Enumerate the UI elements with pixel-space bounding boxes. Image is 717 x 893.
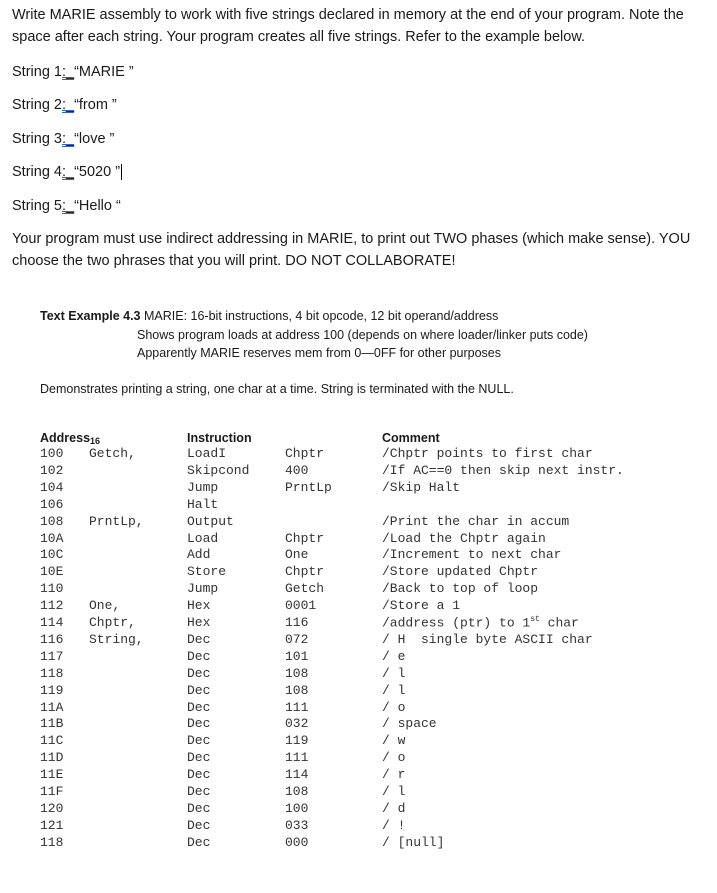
string-colon: :_	[61, 97, 75, 113]
example-note-2: Apparently MARIE reserves mem from 0—0FF for other purposes	[137, 346, 502, 360]
row-comment: / l	[382, 665, 406, 681]
row-comment: /Chptr points to first char	[382, 446, 593, 461]
string-value: “love ”	[74, 131, 115, 147]
string-label: String 2	[12, 97, 62, 113]
row-comment: /Store a 1	[382, 598, 461, 614]
row-operand: 101	[285, 648, 309, 664]
row-comment: / o	[382, 699, 406, 715]
row-comment: / e	[382, 648, 406, 664]
row-instruction: LoadI	[187, 446, 227, 461]
row-address: 116	[40, 631, 64, 647]
string-label: String 3	[12, 131, 62, 147]
row-address: 11A	[40, 699, 64, 715]
row-instruction: Dec	[187, 682, 211, 698]
row-instruction: Halt	[187, 496, 219, 512]
string-2-line	[12, 97, 117, 113]
row-address: 11C	[40, 733, 64, 749]
code-row	[0, 801, 717, 818]
row-operand: Chptr	[285, 564, 325, 580]
row-instruction: Dec	[187, 733, 211, 749]
row-instruction: Hex	[187, 598, 211, 614]
code-row	[0, 598, 717, 615]
string-label: String 1	[12, 64, 62, 80]
row-comment: / o	[382, 750, 406, 766]
row-comment: /Skip Halt	[382, 479, 461, 495]
row-operand: 108	[285, 682, 309, 698]
example-note-1: Shows program loads at address 100 (depends on where loader/linker puts code)	[137, 328, 588, 342]
string-value: “Hello “	[74, 198, 121, 214]
row-label: String,	[89, 631, 144, 647]
string-3-line	[12, 131, 114, 147]
row-comment: /If AC==0 then skip next instr.	[382, 462, 624, 478]
header-instruction: Instruction	[187, 431, 252, 445]
row-address: 117	[40, 648, 64, 664]
string-1-line	[12, 64, 134, 80]
example-title-bold: Text Example 4.3	[40, 309, 141, 323]
code-row	[0, 446, 717, 463]
row-address: 106	[40, 496, 64, 512]
row-comment: / w	[382, 733, 406, 749]
row-comment: / r	[382, 767, 406, 783]
string-colon: :_	[61, 64, 75, 80]
row-comment: /Increment to next char	[382, 547, 562, 563]
code-row	[0, 784, 717, 801]
string-colon: :_	[61, 131, 75, 147]
row-address: 119	[40, 682, 64, 698]
code-row	[0, 463, 717, 480]
string-label: String 5	[12, 198, 62, 214]
row-comment: /Load the Chptr again	[382, 530, 546, 546]
row-instruction: Dec	[187, 665, 211, 681]
assignment-intro: Write MARIE assembly to work with five strings declared in memory at the end of your program. Note the space after each string. Your program creates all five strings. Refer to the example below.	[12, 7, 684, 46]
row-operand: 119	[285, 733, 309, 749]
row-comment: / !	[382, 817, 406, 833]
row-address: 10A	[40, 530, 64, 546]
code-row	[0, 716, 717, 733]
row-comment: / l	[382, 784, 406, 799]
row-operand: 000	[285, 834, 309, 850]
string-value: “5020 ”	[74, 164, 121, 180]
row-instruction: Output	[187, 513, 234, 529]
row-operand: 0001	[285, 598, 317, 614]
string-value: “from ”	[74, 97, 117, 113]
row-address: 114	[40, 615, 64, 630]
row-instruction: Dec	[187, 750, 211, 766]
code-row	[0, 531, 717, 548]
code-row	[0, 547, 717, 564]
row-label: Getch,	[89, 446, 136, 461]
row-address: 112	[40, 598, 64, 614]
string-value: “MARIE ”	[74, 64, 134, 80]
row-instruction: Dec	[187, 817, 211, 833]
string-label: String 4	[12, 164, 62, 180]
code-row	[0, 564, 717, 581]
header-comment: Comment	[382, 431, 440, 445]
string-colon: :_	[61, 198, 75, 214]
row-address: 100	[40, 446, 64, 461]
code-row	[0, 733, 717, 750]
row-address: 102	[40, 462, 64, 478]
code-row	[0, 649, 717, 666]
code-row	[0, 835, 717, 852]
row-operand: 108	[285, 665, 309, 681]
row-operand: 032	[285, 716, 309, 732]
code-row	[0, 615, 717, 632]
row-instruction: Jump	[187, 479, 219, 495]
code-row	[0, 480, 717, 497]
header-address	[40, 431, 100, 446]
row-comment: / [null]	[382, 834, 445, 850]
row-instruction: Jump	[187, 581, 219, 597]
row-operand: 116	[285, 615, 309, 630]
assignment-instructions: Your program must use indirect addressing in MARIE, to print out TWO phases (which make sense). YOU choose the two phrases that you will print. DO NOT COLLABORATE!	[12, 231, 691, 270]
row-instruction: Add	[187, 547, 211, 563]
row-comment: /Store updated Chptr	[382, 564, 539, 580]
code-row	[0, 700, 717, 717]
code-row	[0, 750, 717, 767]
code-row	[0, 514, 717, 531]
row-comment: /Back to top of loop	[382, 581, 539, 597]
row-comment: / d	[382, 800, 406, 816]
row-operand: 114	[285, 767, 309, 783]
row-instruction: Dec	[187, 800, 211, 816]
example-description: Demonstrates printing a string, one char at a time. String is terminated with the NULL.	[40, 382, 514, 396]
row-instruction: Dec	[187, 767, 211, 783]
row-address: 118	[40, 834, 64, 850]
row-operand: PrntLp	[285, 479, 332, 495]
string-colon: :_	[61, 164, 75, 180]
row-address: 104	[40, 479, 64, 495]
row-address: 110	[40, 581, 64, 597]
row-label: PrntLp,	[89, 513, 144, 529]
code-row	[0, 581, 717, 598]
row-comment: / l	[382, 682, 406, 698]
row-comment: / H single byte ASCII char	[382, 631, 593, 647]
row-operand: 100	[285, 800, 309, 816]
row-address: 10C	[40, 547, 64, 563]
row-address: 11F	[40, 784, 64, 799]
row-instruction: Hex	[187, 615, 211, 630]
code-row	[0, 497, 717, 514]
code-row	[0, 632, 717, 649]
row-instruction: Dec	[187, 699, 211, 715]
string-5-line	[12, 198, 121, 214]
row-address: 108	[40, 513, 64, 529]
code-row	[0, 818, 717, 835]
example-title	[40, 309, 498, 323]
row-operand: Chptr	[285, 446, 325, 461]
row-label: One,	[89, 598, 121, 614]
row-address: 10E	[40, 564, 64, 580]
row-instruction: Skipcond	[187, 462, 250, 478]
string-4-line	[12, 164, 122, 180]
row-instruction: Dec	[187, 784, 211, 799]
row-operand: 400	[285, 462, 309, 478]
row-operand: One	[285, 547, 309, 563]
row-operand: 111	[285, 699, 309, 715]
row-comment: / space	[382, 716, 437, 732]
row-instruction: Dec	[187, 834, 211, 850]
code-row	[0, 666, 717, 683]
row-instruction: Dec	[187, 648, 211, 664]
row-operand: 108	[285, 784, 309, 799]
row-instruction: Dec	[187, 716, 211, 732]
row-instruction: Store	[187, 564, 227, 580]
row-operand: 072	[285, 631, 309, 647]
row-operand: Getch	[285, 581, 325, 597]
row-instruction: Load	[187, 530, 219, 546]
code-row	[0, 683, 717, 700]
row-instruction: Dec	[187, 631, 211, 647]
row-operand: 111	[285, 750, 309, 766]
row-address: 11B	[40, 716, 64, 732]
row-operand: 033	[285, 817, 309, 833]
text-caret	[121, 164, 122, 180]
row-label: Chptr,	[89, 615, 136, 630]
example-title-rest: MARIE: 16-bit instructions, 4 bit opcode, 12 bit operand/address	[140, 309, 499, 323]
header-address-text: Address	[40, 431, 91, 445]
row-address: 11D	[40, 750, 64, 766]
row-address: 120	[40, 800, 64, 816]
row-comment: /Print the char in accum	[382, 513, 570, 529]
row-address: 121	[40, 817, 64, 833]
header-address-base: 16	[90, 436, 101, 446]
row-address: 118	[40, 665, 64, 681]
code-row	[0, 767, 717, 784]
row-comment: /address (ptr) to 1st char	[382, 615, 579, 631]
row-address: 11E	[40, 767, 64, 783]
row-operand: Chptr	[285, 530, 325, 546]
